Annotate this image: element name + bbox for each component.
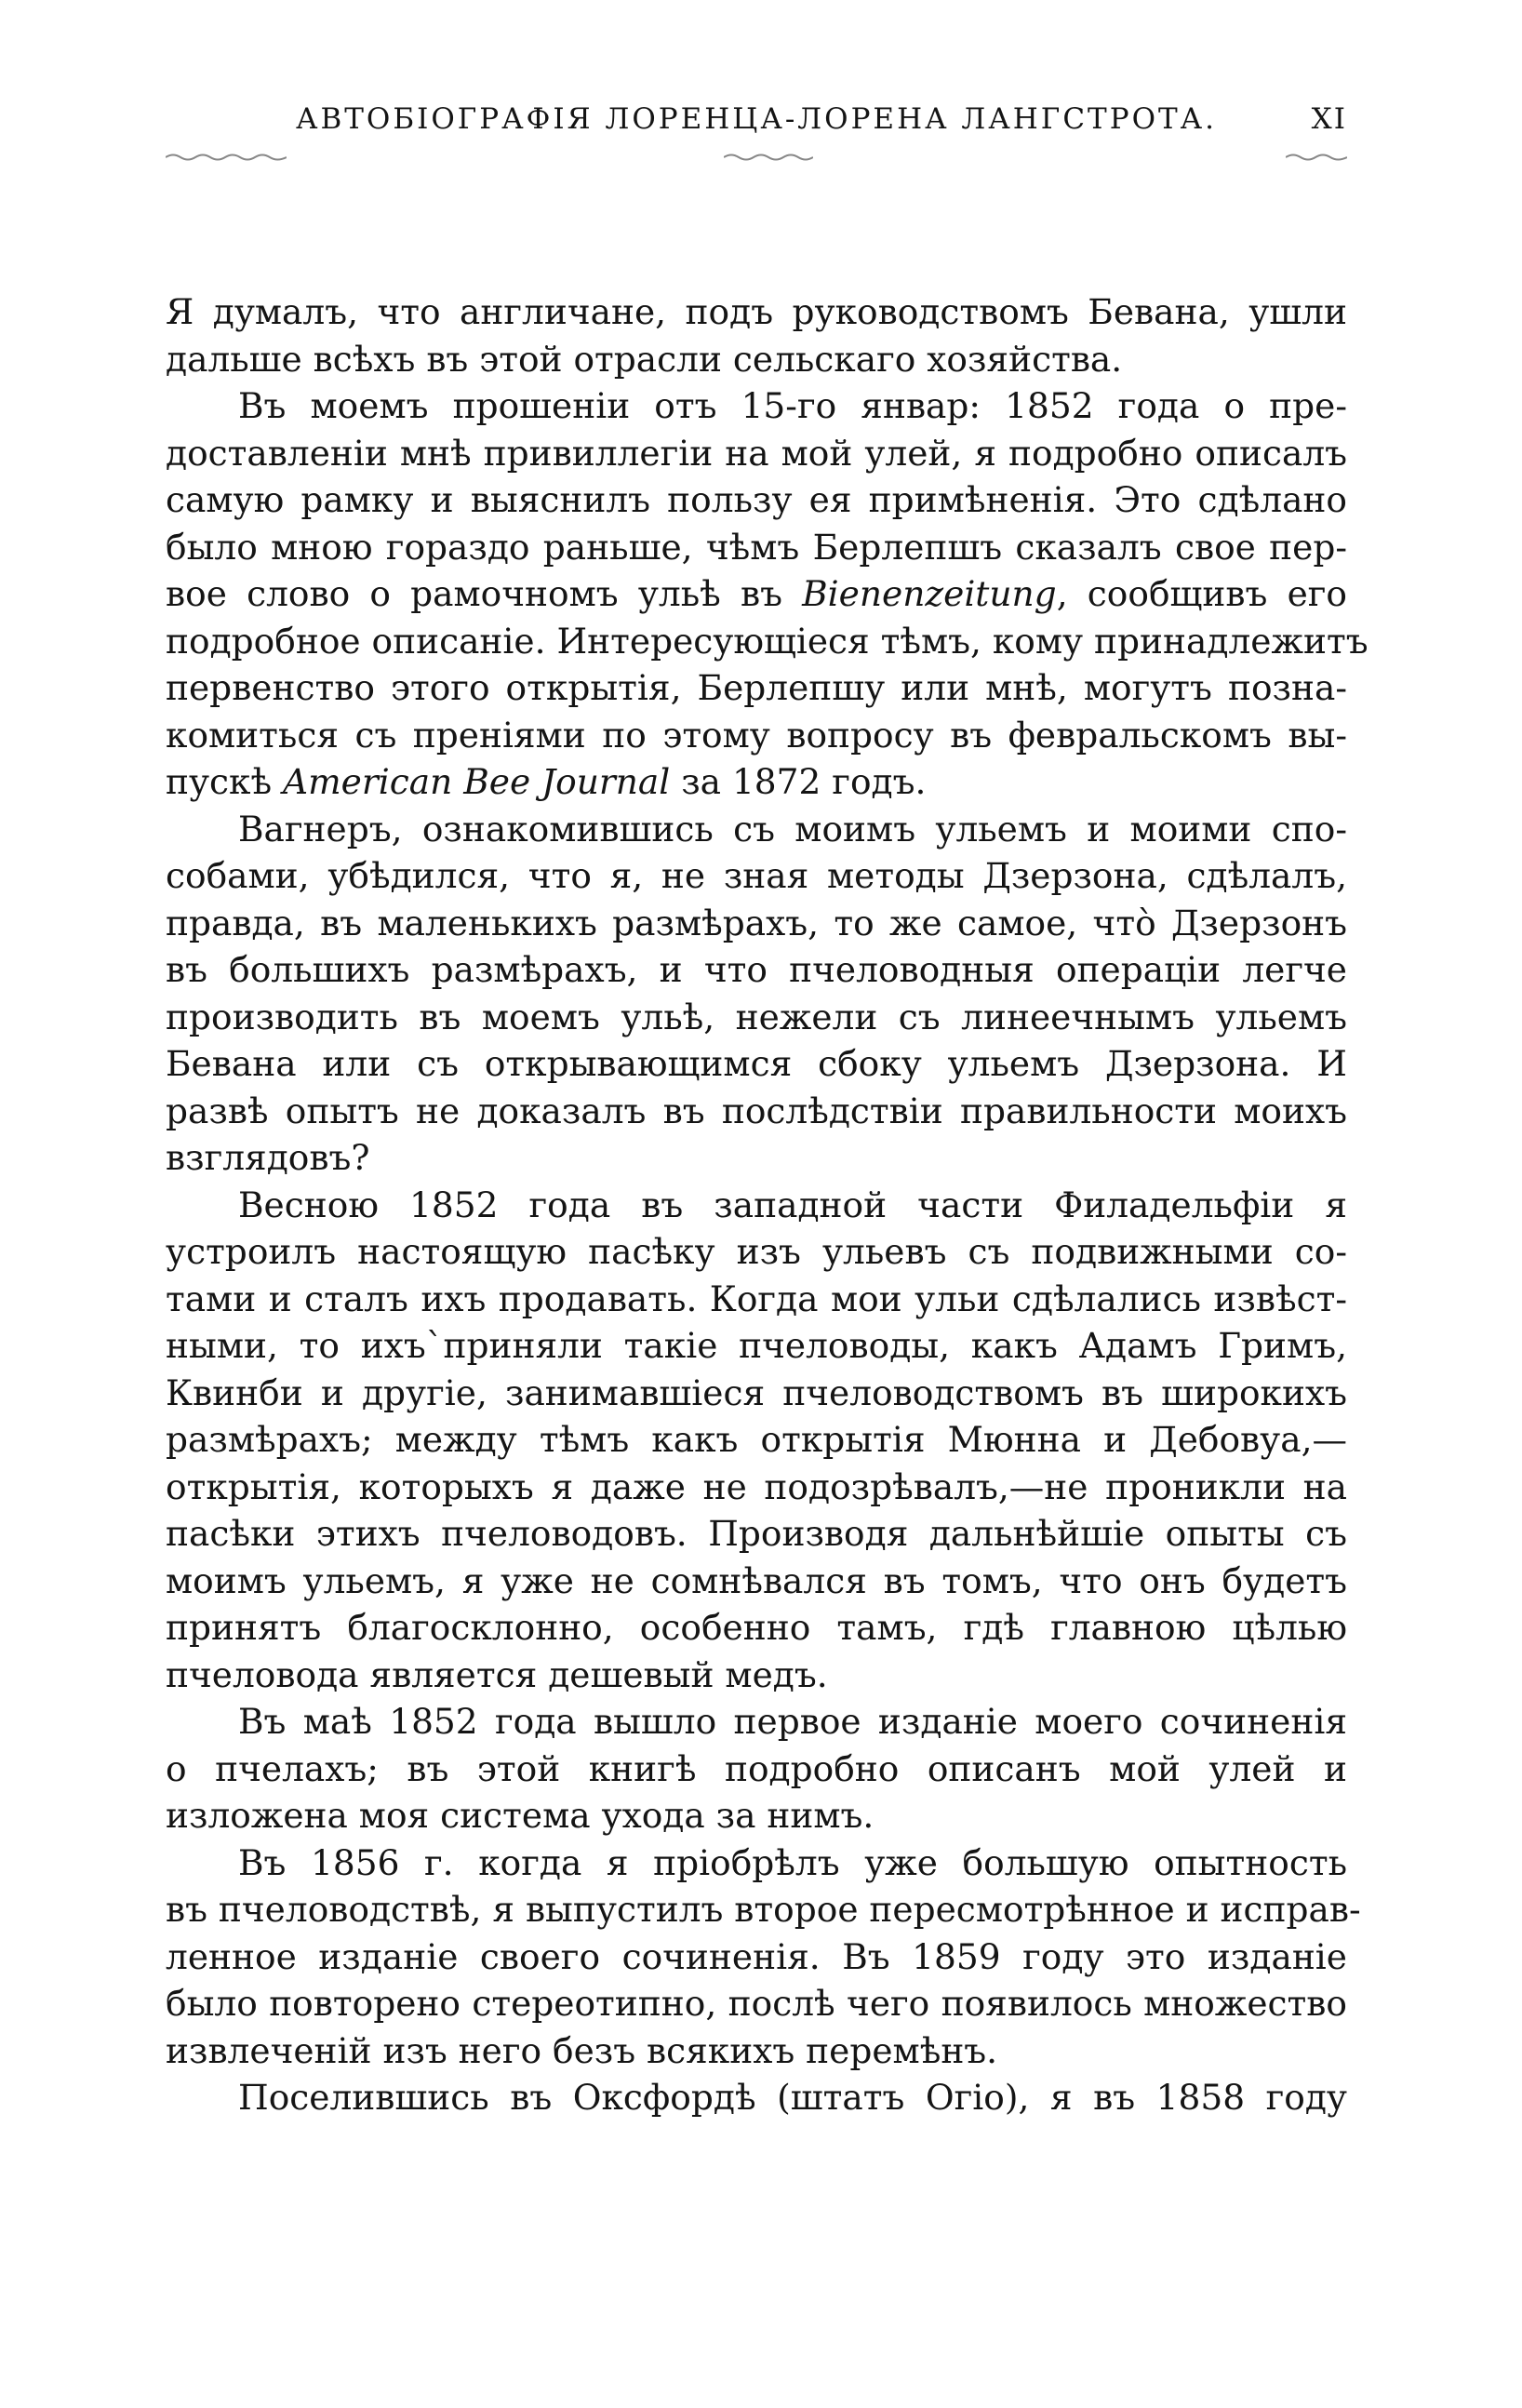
italic-title: Bienenzeitung xyxy=(802,573,1057,614)
text-line: въ большихъ размѣрахъ, и что пчеловодныя операцiи легче xyxy=(166,949,1347,990)
text-line: изложена моя система ухода за нимъ. xyxy=(166,1795,874,1836)
text-line: устроилъ настоящую пасѣку изъ ульевъ съ подвижными со- xyxy=(166,1231,1347,1272)
text-line: размѣрахъ; между тѣмъ какъ открытiя Мюнна и Дебовуа,— xyxy=(166,1419,1347,1460)
body-text xyxy=(166,288,1368,2121)
text-line: Въ маѣ 1852 года вышло первое изданiе моего сочиненiя xyxy=(238,1701,1347,1742)
text-line: въ пчеловодствѣ, я выпустилъ второе пересмотрѣнное и исправ- xyxy=(166,1889,1361,1930)
text-line: ными, то ихъ`приняли такiе пчеловоды, какъ Адамъ Гримъ, xyxy=(166,1325,1347,1366)
page-number: XI xyxy=(1311,102,1347,136)
text-line: взглядовъ? xyxy=(166,1137,370,1178)
text-segment: за 1872 годъ. xyxy=(681,761,927,802)
text-line: моимъ ульемъ, я уже не сомнѣвался въ томъ, что онъ будетъ xyxy=(166,1559,1347,1601)
text-line: Въ 1856 г. когда я прiобрѣлъ уже большую опытность xyxy=(238,1841,1347,1883)
text-line: Я думалъ, что англичане, подъ руководствомъ Бевана, ушли xyxy=(166,291,1347,332)
text-line: ленное изданiе своего сочиненiя. Въ 1859 году это изданiе xyxy=(166,1935,1347,1977)
text-line: Вагнеръ, ознакомившись съ моимъ ульемъ и моими спо- xyxy=(238,808,1347,849)
text-line: комиться съ пренiями по этому вопросу въ февральскомъ вы- xyxy=(166,714,1347,756)
text-line: Весною 1852 года въ западной части Филадельфiи я xyxy=(238,1184,1347,1225)
text-line: первенство этого открытiя, Берлепшу или мнѣ, могутъ позна- xyxy=(166,667,1347,708)
text-line: было повторено стереотипно, послѣ чего появилось множество xyxy=(166,1983,1347,2024)
text-line: дальше всѣхъ въ этой отрасли сельскаго хозяйства. xyxy=(166,338,1123,380)
text-line: принятъ благосклонно, особенно тамъ, гдѣ главною цѣлью xyxy=(166,1607,1347,1648)
text-line: самую рамку и выяснилъ пользу ея примѣненiя. Это сдѣлано xyxy=(166,479,1347,520)
text-line: доставленiи мнѣ привиллегiи на мой улей, я подробно описалъ xyxy=(166,432,1347,474)
text-line: развѣ опытъ не доказалъ въ послѣдствiи правильности моихъ xyxy=(166,1090,1347,1131)
header-ornament-center xyxy=(724,153,813,162)
text-line: пчеловода является дешевый медъ. xyxy=(166,1653,828,1695)
text-line: правда, въ маленькихъ размѣрахъ, то же самое, что̀ Дзерзонъ xyxy=(166,902,1347,943)
text-line: Поселившись въ Оксфордѣ (штатъ Огiо), я въ 1858 году xyxy=(238,2077,1347,2118)
text-line: Въ моемъ прошенiи отъ 15-го январ: 1852 года о пре- xyxy=(238,385,1347,426)
text-line: производить въ моемъ ульѣ, нежели съ линеечнымъ ульемъ xyxy=(166,996,1347,1037)
italic-title: American Bee Journal xyxy=(283,761,671,802)
text-segment: пускѣ xyxy=(166,761,273,802)
text-line: открытiя, которыхъ я даже не подозрѣвалъ,—не проникли на xyxy=(166,1465,1347,1507)
text-segment: , сообщивъ его xyxy=(1056,573,1347,614)
text-line: о пчелахъ; въ этой книгѣ подробно описанъ мой улей и xyxy=(166,1747,1347,1789)
book-page xyxy=(166,89,1368,2121)
header-ornament-left xyxy=(166,153,287,162)
text-line: извлеченiй изъ него безъ всякихъ перемѣнъ. xyxy=(166,2029,998,2071)
text-line: Бевана или съ открывающимся сбоку ульемъ Дзерзона. И xyxy=(166,1043,1347,1084)
running-title: АВТОБIОГРАФIЯ ЛОРЕНЦА-ЛОРЕНА ЛАНГСТРОТА. xyxy=(295,102,1218,136)
text-line: собами, убѣдился, что я, не зная методы Дзерзона, сдѣлалъ, xyxy=(166,855,1347,896)
running-head xyxy=(166,89,1347,179)
header-ornament-right xyxy=(1286,153,1347,162)
text-line-with-italic xyxy=(166,570,1347,618)
text-line: было мною гораздо раньше, чѣмъ Берлепшъ сказалъ свое пер- xyxy=(166,526,1347,568)
text-line: пасѣки этихъ пчеловодовъ. Производя дальнѣйшiе опыты съ xyxy=(166,1513,1347,1554)
text-segment: вое слово о рамочномъ ульѣ въ xyxy=(166,573,782,614)
text-line-with-italic xyxy=(166,758,1347,806)
text-line: подробное описанiе. Интересующiеся тѣмъ, кому принадлежитъ xyxy=(166,620,1368,662)
text-line: Квинби и другiе, занимавшiеся пчеловодствомъ въ широкихъ xyxy=(166,1371,1347,1413)
text-line: тами и сталъ ихъ продавать. Когда мои ульи сдѣлались извѣст- xyxy=(166,1278,1347,1319)
